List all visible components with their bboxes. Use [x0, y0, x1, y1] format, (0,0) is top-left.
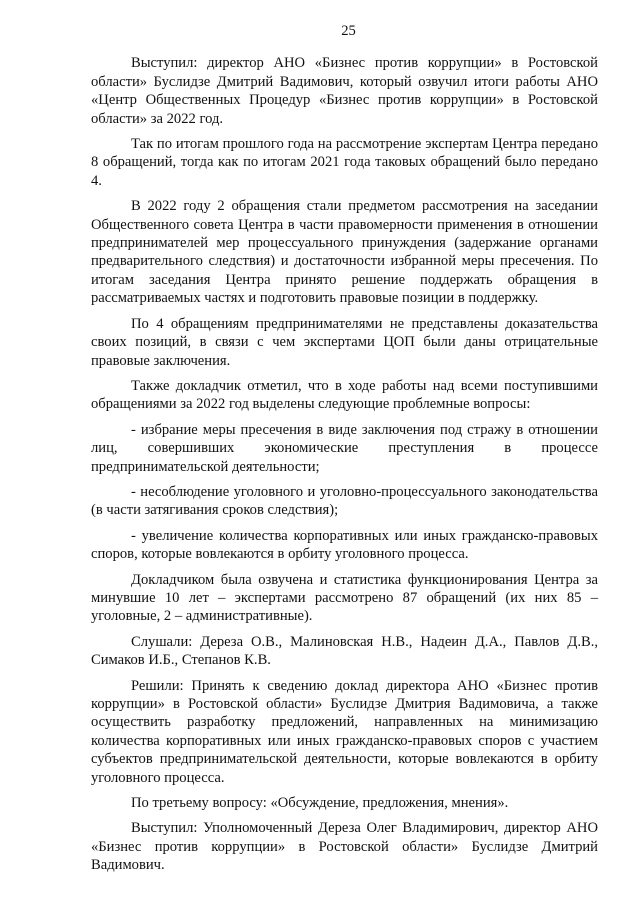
- list-item-procedural-violations: - несоблюдение уголовного и уголовно-процессуального законодательства (в части затягивания сроков следствия);: [91, 483, 598, 519]
- paragraph-speaker-report: Выступил: директор АНО «Бизнес против коррупции» в Ростовской области» Буслидзе Дмитрий Вадимович, который озвучил итоги работы АНО «Центр Общественных Процедур «Бизнес против коррупции» в Ростовской области» за 2022 год.: [91, 55, 598, 127]
- paragraph-next-speaker: Выступил: Уполномоченный Дереза Олег Владимирович, директор АНО «Бизнес против коррупции» в Ростовской области» Буслидзе Дмитрий Вадимович.: [91, 820, 598, 874]
- list-item-corporate-disputes: - увеличение количества корпоративных или иных гражданско-правовых споров, которые вовлекаются в орбиту уголовного процесса.: [91, 527, 598, 563]
- paragraph-negative-conclusions: По 4 обращениям предпринимателями не представлены доказательства своих позиций, в связи с чем экспертами ЦОП были даны отрицательные правовые заключения.: [91, 315, 598, 369]
- paragraph-heard: Слушали: Дереза О.В., Малиновская Н.В., Надеин Д.А., Павлов Д.В., Симаков И.Б., Степанов К.В.: [91, 633, 598, 669]
- paragraph-third-question: По третьему вопросу: «Обсуждение, предложения, мнения».: [131, 795, 509, 812]
- list-item-detention: - избрание меры пресечения в виде заключения под стражу в отношении лиц, совершивших экономические преступления в процессе предпринимательской деятельности;: [91, 421, 598, 475]
- page-number: 25: [341, 23, 356, 39]
- paragraph-statistics: Докладчиком была озвучена и статистика функционирования Центра за минувшие 10 лет – экспертами рассмотрено 87 обращений (их них 85 – уголовные, 2 – административные).: [91, 571, 598, 625]
- paragraph-appeals-count: Так по итогам прошлого года на рассмотрение экспертам Центра передано 8 обращений, тогда как по итогам 2021 года таковых обращений было передано 4.: [91, 136, 598, 189]
- paragraph-problem-issues-intro: Также докладчик отметил, что в ходе работы над всеми поступившими обращениями за 2022 год выделены следующие проблемные вопросы:: [91, 377, 598, 413]
- paragraph-decided: Решили: Принять к сведению доклад директора АНО «Бизнес против коррупции» в Ростовской области» Буслидзе Дмитрия Вадимовича, а также осуществить разработку предложений, направленных на минимизацию количества корпоративных или иных гражданско-правовых споров с участием субъектов предпринимательской деятельности, которые вовлекаются в орбиту уголовного процесса.: [91, 677, 598, 786]
- paragraph-council-review: В 2022 году 2 обращения стали предметом рассмотрения на заседании Общественного совета Центра в части правомерности применения в отношении предпринимателей мер процессуального принуждения (задержание органами предварительного следствия) и достаточности избранной меры пресечения. По итогам заседания Центра принято решение поддержать обращения в рассматриваемых частях и подготовить правовые позиции в поддержку.: [91, 198, 598, 307]
